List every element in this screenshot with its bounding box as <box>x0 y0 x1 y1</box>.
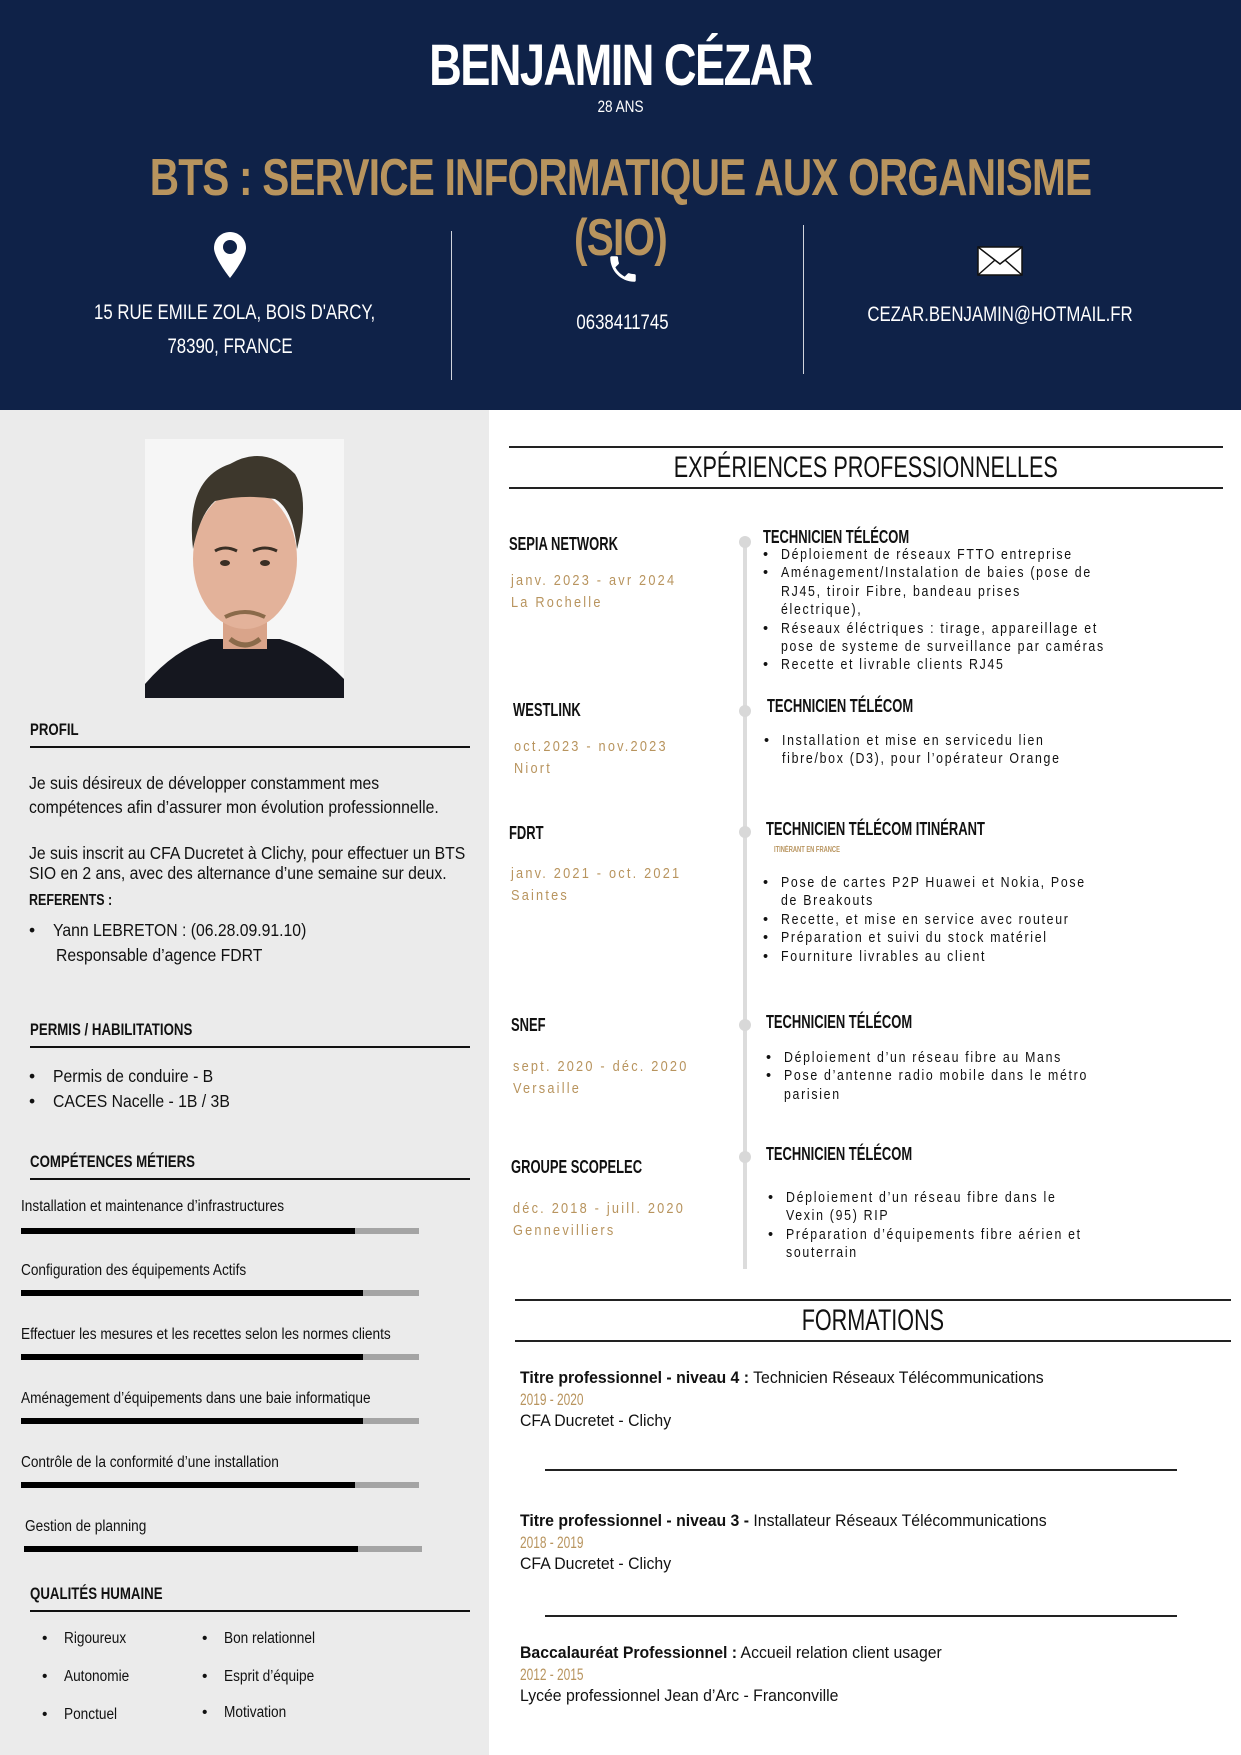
section-heading-qualites: QUALITÉS HUMAINE <box>30 1584 470 1612</box>
skill-bar-fill <box>21 1290 363 1296</box>
formation-years: 2019 - 2020 <box>520 1390 584 1409</box>
skill-label: Aménagement d’équipements dans une baie informatique <box>21 1390 371 1407</box>
email-address[interactable]: CEZAR.BENJAMIN@HOTMAIL.FR <box>867 303 1133 326</box>
profil-paragraph-2: Je suis inscrit au CFA Ducretet à Clichy, pour effectuer un BTS SIO en 2 ans, avec des alternance d’une semaine sur deux. <box>29 843 466 883</box>
formation-title: Baccalauréat Professionnel : Accueil relation client usager <box>520 1643 942 1662</box>
quality-item: • Rigoureux <box>64 1630 135 1648</box>
exp-company: SEPIA NETWORK <box>509 534 618 554</box>
skill-bar-fill <box>21 1482 355 1488</box>
task-item: • Pose d’antenne radio mobile dans le métro <box>766 1067 1142 1085</box>
formation-item <box>520 1511 1220 1574</box>
map-pin-icon <box>60 232 400 278</box>
formation-title: Titre professionnel - niveau 4 : Technicien Réseaux Télécommunications <box>520 1368 1044 1387</box>
address-line-2: 78390, FRANCE <box>167 335 293 358</box>
envelope-icon <box>820 246 1180 276</box>
task-item: • Déploiement d’un réseau fibre au Mans <box>766 1049 1142 1067</box>
sidebar <box>0 410 489 1755</box>
formation-school: CFA Ducretet - Clichy <box>520 1554 672 1573</box>
exp-tasks <box>764 732 1110 769</box>
timeline-dot <box>739 826 751 838</box>
formation-school: Lycée professionnel Jean d’Arc - Franconville <box>520 1686 839 1705</box>
exp-company: SNEF <box>511 1015 546 1035</box>
contact-phone <box>460 252 785 340</box>
exp-tasks <box>763 874 1140 966</box>
exp-subrole: ITINÉRANT EN FRANCE <box>774 845 840 854</box>
exp-company: FDRT <box>509 823 544 843</box>
task-item: • Installation et mise en servicedu lien <box>764 732 1110 750</box>
exp-period: janv. 2021 - oct. 2021 Saintes <box>511 865 682 904</box>
quality-item: • Bon relationnel <box>224 1630 327 1648</box>
quality-item: • Ponctuel <box>64 1706 124 1724</box>
exp-role: TECHNICIEN TÉLÉCOM <box>767 696 914 716</box>
header-banner <box>0 0 1241 410</box>
task-continuation: fibre/box (D3), pour l’opérateur Orange <box>782 751 1061 768</box>
exp-company: WESTLINK <box>513 700 581 720</box>
task-item: • Déploiement de réseaux FTTO entreprise <box>763 546 1162 564</box>
formation-item <box>520 1643 1220 1706</box>
exp-tasks <box>763 546 1162 675</box>
address-line-1: 15 RUE EMILE ZOLA, BOIS D'ARCY, <box>94 301 376 324</box>
task-item: • Déploiement d’un réseau fibre dans le <box>768 1189 1134 1207</box>
skill-bar <box>24 1546 422 1552</box>
section-heading-permis: PERMIS / HABILITATIONS <box>30 1020 470 1048</box>
task-continuation: électrique), <box>781 602 863 619</box>
skill-bar <box>21 1228 419 1234</box>
skill-label: Installation et maintenance d’infrastructures <box>21 1198 285 1215</box>
exp-role: TECHNICIEN TÉLÉCOM <box>763 527 910 547</box>
divider <box>803 225 804 374</box>
formation-years: 2012 - 2015 <box>520 1665 584 1684</box>
skill-label: Contrôle de la conformité d’une installation <box>21 1454 279 1471</box>
timeline-dot <box>739 1019 751 1031</box>
section-heading-experiences: EXPÉRIENCES PROFESSIONNELLES <box>509 446 1223 489</box>
contact-address <box>60 232 400 364</box>
profile-photo <box>145 439 344 698</box>
task-item: • Recette et livrable clients RJ45 <box>763 656 1162 674</box>
phone-number[interactable]: 0638411745 <box>576 311 669 334</box>
phone-icon <box>460 252 785 288</box>
exp-period: janv. 2023 - avr 2024 La Rochelle <box>511 572 677 611</box>
divider <box>451 231 452 380</box>
timeline-dot <box>739 536 751 548</box>
task-item: • Fourniture livrables au client <box>763 948 1140 966</box>
timeline-dot <box>739 1151 751 1163</box>
permis-item: • Permis de conduire - B <box>53 1066 231 1087</box>
exp-tasks <box>768 1189 1134 1263</box>
skill-bar-fill <box>21 1354 363 1360</box>
profil-paragraph-1: Je suis désireux de développer constamment mes compétences afin d’assurer mon évolution professionnelle. <box>29 773 439 817</box>
quality-item: • Esprit d’équipe <box>224 1668 327 1686</box>
task-continuation: pose de systeme de surveillance par caméras <box>781 639 1105 656</box>
task-item: • Réseaux éléctriques : tirage, appareillage et <box>763 620 1162 638</box>
degree-title: BTS : SERVICE INFORMATIQUE AUX ORGANISME (SIO) <box>149 149 1092 267</box>
exp-role: TECHNICIEN TÉLÉCOM <box>766 1012 913 1032</box>
skill-label: Effectuer les mesures et les recettes selon les normes clients <box>21 1326 391 1343</box>
task-continuation: souterrain <box>786 1245 858 1262</box>
section-heading-profil: PROFIL <box>30 720 470 748</box>
referent-item: • Yann LEBRETON : (06.28.09.91.10) <box>53 920 334 941</box>
skill-bar <box>21 1418 419 1424</box>
skill-bar <box>21 1482 419 1488</box>
exp-role: TECHNICIEN TÉLÉCOM ITINÉRANT <box>766 819 985 839</box>
skill-bar <box>21 1354 419 1360</box>
section-heading-competences: COMPÉTENCES MÉTIERS <box>30 1152 470 1180</box>
exp-role: TECHNICIEN TÉLÉCOM <box>766 1144 913 1164</box>
skill-label: Configuration des équipements Actifs <box>21 1262 247 1279</box>
skill-label: Gestion de planning <box>25 1518 147 1535</box>
task-item: • Aménagement/Instalation de baies (pose de <box>763 564 1162 582</box>
skill-bar-fill <box>21 1228 355 1234</box>
divider <box>545 1615 1177 1617</box>
skill-bar-fill <box>21 1418 363 1424</box>
referent-role: Responsable d’agence FDRT <box>56 945 263 965</box>
formation-years: 2018 - 2019 <box>520 1533 584 1552</box>
task-item: • Préparation et suivi du stock matériel <box>763 929 1140 947</box>
exp-period: oct.2023 - nov.2023 Niort <box>514 738 668 777</box>
referents-label: REFERENTS : <box>29 892 113 909</box>
quality-item: • Motivation <box>224 1704 295 1722</box>
formation-item <box>520 1368 1220 1431</box>
candidate-name: BENJAMIN CÉZAR <box>429 33 812 98</box>
task-continuation: de Breakouts <box>781 893 875 910</box>
timeline-dot <box>739 705 751 717</box>
exp-company: GROUPE SCOPELEC <box>511 1157 643 1177</box>
exp-period: déc. 2018 - juill. 2020 Gennevilliers <box>513 1200 686 1239</box>
formation-title: Titre professionnel - niveau 3 - Installateur Réseaux Télécommunications <box>520 1511 1047 1530</box>
skill-bar <box>21 1290 419 1296</box>
task-continuation: parisien <box>784 1086 841 1103</box>
task-continuation: RJ45, tiroir Fibre, bandeau prises <box>781 583 1022 600</box>
permis-item: • CACES Nacelle - 1B / 3B <box>53 1091 249 1112</box>
task-item: • Pose de cartes P2P Huawei et Nokia, Pose <box>763 874 1140 892</box>
exp-tasks <box>766 1049 1142 1104</box>
formation-school: CFA Ducretet - Clichy <box>520 1411 672 1430</box>
task-item: • Préparation d’équipements fibre aérien et <box>768 1226 1134 1244</box>
task-continuation: Vexin (95) RIP <box>786 1208 890 1225</box>
skill-bar-fill <box>24 1546 358 1552</box>
exp-period: sept. 2020 - déc. 2020 Versaille <box>513 1058 689 1097</box>
divider <box>545 1469 1177 1471</box>
candidate-age: 28 ANS <box>597 97 644 116</box>
contact-email <box>820 246 1180 332</box>
task-item: • Recette, et mise en service avec routeur <box>763 911 1140 929</box>
quality-item: • Autonomie <box>64 1668 138 1686</box>
section-heading-formations: FORMATIONS <box>515 1299 1231 1342</box>
